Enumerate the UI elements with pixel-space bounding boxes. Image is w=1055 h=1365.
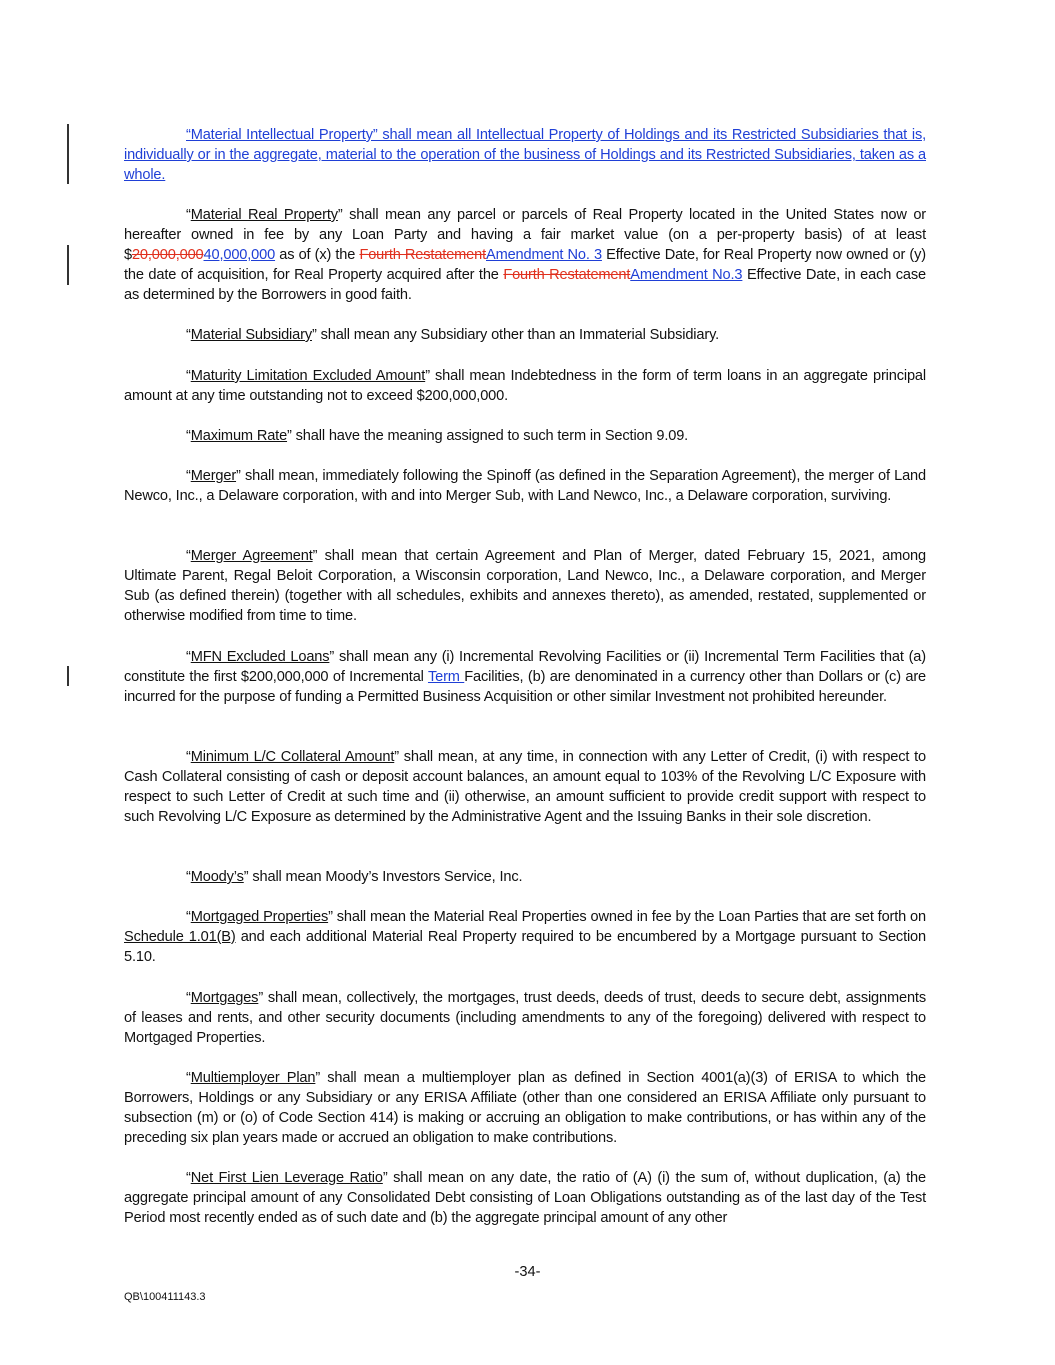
definition-material-subsidiary: “Material Subsidiary” shall mean any Subsidiary other than an Immaterial Subsidiary. [186,327,720,343]
definition-mortgaged-properties: “Mortgaged Properties” shall mean the Material Real Properties owned in fee by the Loan Parties that are set forth on Schedule 1.01(B) and each additional Material Real Property required to be encumbered by a Mortgage pursuant to Section 5.10. [124,909,926,965]
defined-term: Maturity Limitation Excluded Amount [190,368,426,384]
page-number: -34- [514,1264,541,1280]
inserted-text: Amendment No. 3 [486,247,602,263]
defined-term: Merger [190,468,237,484]
document-footer-id: QB\100411143.3 [124,1291,206,1303]
inserted-definition: “Material Intellectual Property” shall mean all Intellectual Property of Holdings and its Restricted Subsidiaries that is, individually or in the aggregate, material to the operation of the business of Holdings and its Restricted Subsidiaries, taken as a whole. [124,127,926,183]
deleted-text: 20,000,000 [131,247,204,263]
definition-minimum-lc-collateral-amount: “Minimum L/C Collateral Amount” shall mean, at any time, in connection with any Letter of Credit, (i) with respect to Cash Collateral consisting of cash or deposit account balances, an amount equal to 103% of the Revolving L/C Exposure with respect to such Letter of Credit at such time and (ii) otherwise, an amount sufficient to provide credit support with respect to such Revolving L/C Exposure as determined by the Administrative Agent and the Issuing Banks in their sole discretion. [124,749,926,825]
change-bar [67,124,69,184]
definition-mortgages: “Mortgages” shall mean, collectively, the mortgages, trust deeds, deeds of trust, deeds to secure debt, assignments of leases and rents, and other security documents (including amendments to any of the foregoing) delivered with respect to Mortgaged Properties. [124,990,926,1046]
inserted-text: 40,000,000 [203,247,276,263]
definition-merger: “Merger” shall mean, immediately following the Spinoff (as defined in the Separation Agreement), the merger of Land Newco, Inc., a Delaware corporation, with and into Merger Sub, with Land Newco, Inc., a Delaware corporation, surviving. [124,468,926,504]
defined-term: Merger Agreement [190,548,313,564]
defined-term: Multiemployer Plan [190,1070,316,1086]
change-bar [67,245,69,285]
definition-mfn-excluded-loans: “MFN Excluded Loans” shall mean any (i) Incremental Revolving Facilities or (ii) Incremental Term Facilities that (a) constitute the first $200,000,000 of Incremental Term Facilities, (b) are denominated in a currency other than Dollars or (c) are incurred for the purpose of funding a Permitted Business Acquisition or other similar Investment not prohibited hereunder. [124,649,927,705]
defined-term: Moody’s [190,869,244,885]
definition-material-real-property: “Material Real Property” shall mean any parcel or parcels of Real Property located in the United States now or hereafter owned in fee by any Loan Party and having a fair market value (on a per-property basis) of at least $20,000,00040,000,000 as of (x) the Fourth RestatementAmendment No. 3 Effective Date, for Real Property now owned or (y) the date of acquisition, for Real Property acquired after the Fourth RestatementAmendment No.3 Effective Date, in each case as determined by the Borrowers in good faith. [124,207,926,303]
definition-maximum-rate: “Maximum Rate” shall have the meaning assigned to such term in Section 9.09. [186,428,689,444]
defined-term: Mortgages [190,990,259,1006]
definition-material-intellectual-property [124,125,926,185]
definition-maturity-limitation-excluded-amount: “Maturity Limitation Excluded Amount” shall mean Indebtedness in the form of term loans in an aggregate principal amount at any time outstanding not to exceed $200,000,000. [124,368,926,404]
deleted-text: Fourth Restatement [503,267,631,283]
defined-term: Minimum L/C Collateral Amount [190,749,395,765]
change-bar [67,666,69,686]
defined-term: Material Real Property [190,207,338,223]
defined-term: Material Subsidiary [190,327,312,343]
definition-moodys: “Moody’s” shall mean Moody’s Investors Service, Inc. [186,869,523,885]
definition-multiemployer-plan: “Multiemployer Plan” shall mean a multiemployer plan as defined in Section 4001(a)(3) of ERISA to which the Borrowers, Holdings or any Subsidiary or any ERISA Affiliate (other than one considered an ERISA Affiliate only pursuant to subsection (m) or (o) of Code Section 414) is making or accruing an obligation to make contributions, or has within any of the preceding six plan years made or accrued an obligation to make contributions. [124,1070,927,1146]
definition-merger-agreement: “Merger Agreement” shall mean that certain Agreement and Plan of Merger, dated February 15, 2021, among Ultimate Parent, Regal Beloit Corporation, a Wisconsin corporation, Land Newco, Inc., a Delaware corporation, and Merger Sub (as defined therein) (together with all schedules, exhibits and annexes thereto), as amended, restated, supplemented or otherwise modified from time to time. [124,548,926,624]
inserted-text: Term [427,669,465,685]
defined-term: MFN Excluded Loans [190,649,330,665]
defined-term: Maximum Rate [190,428,288,444]
defined-term: Mortgaged Properties [190,909,329,925]
deleted-text: Fourth Restatement [359,247,486,263]
inserted-text: Amendment No.3 [630,267,743,283]
schedule-reference: Schedule 1.01(B) [124,929,236,945]
defined-term: Net First Lien Leverage Ratio [190,1170,383,1186]
definition-net-first-lien-leverage-ratio: “Net First Lien Leverage Ratio” shall mean on any date, the ratio of (A) (i) the sum of, without duplication, (a) the aggregate principal amount of any Consolidated Debt consisting of Loan Obligations outstanding as of the last day of the Test Period most recently ended as of such date and (b) the aggregate principal amount of any other [124,1170,926,1226]
